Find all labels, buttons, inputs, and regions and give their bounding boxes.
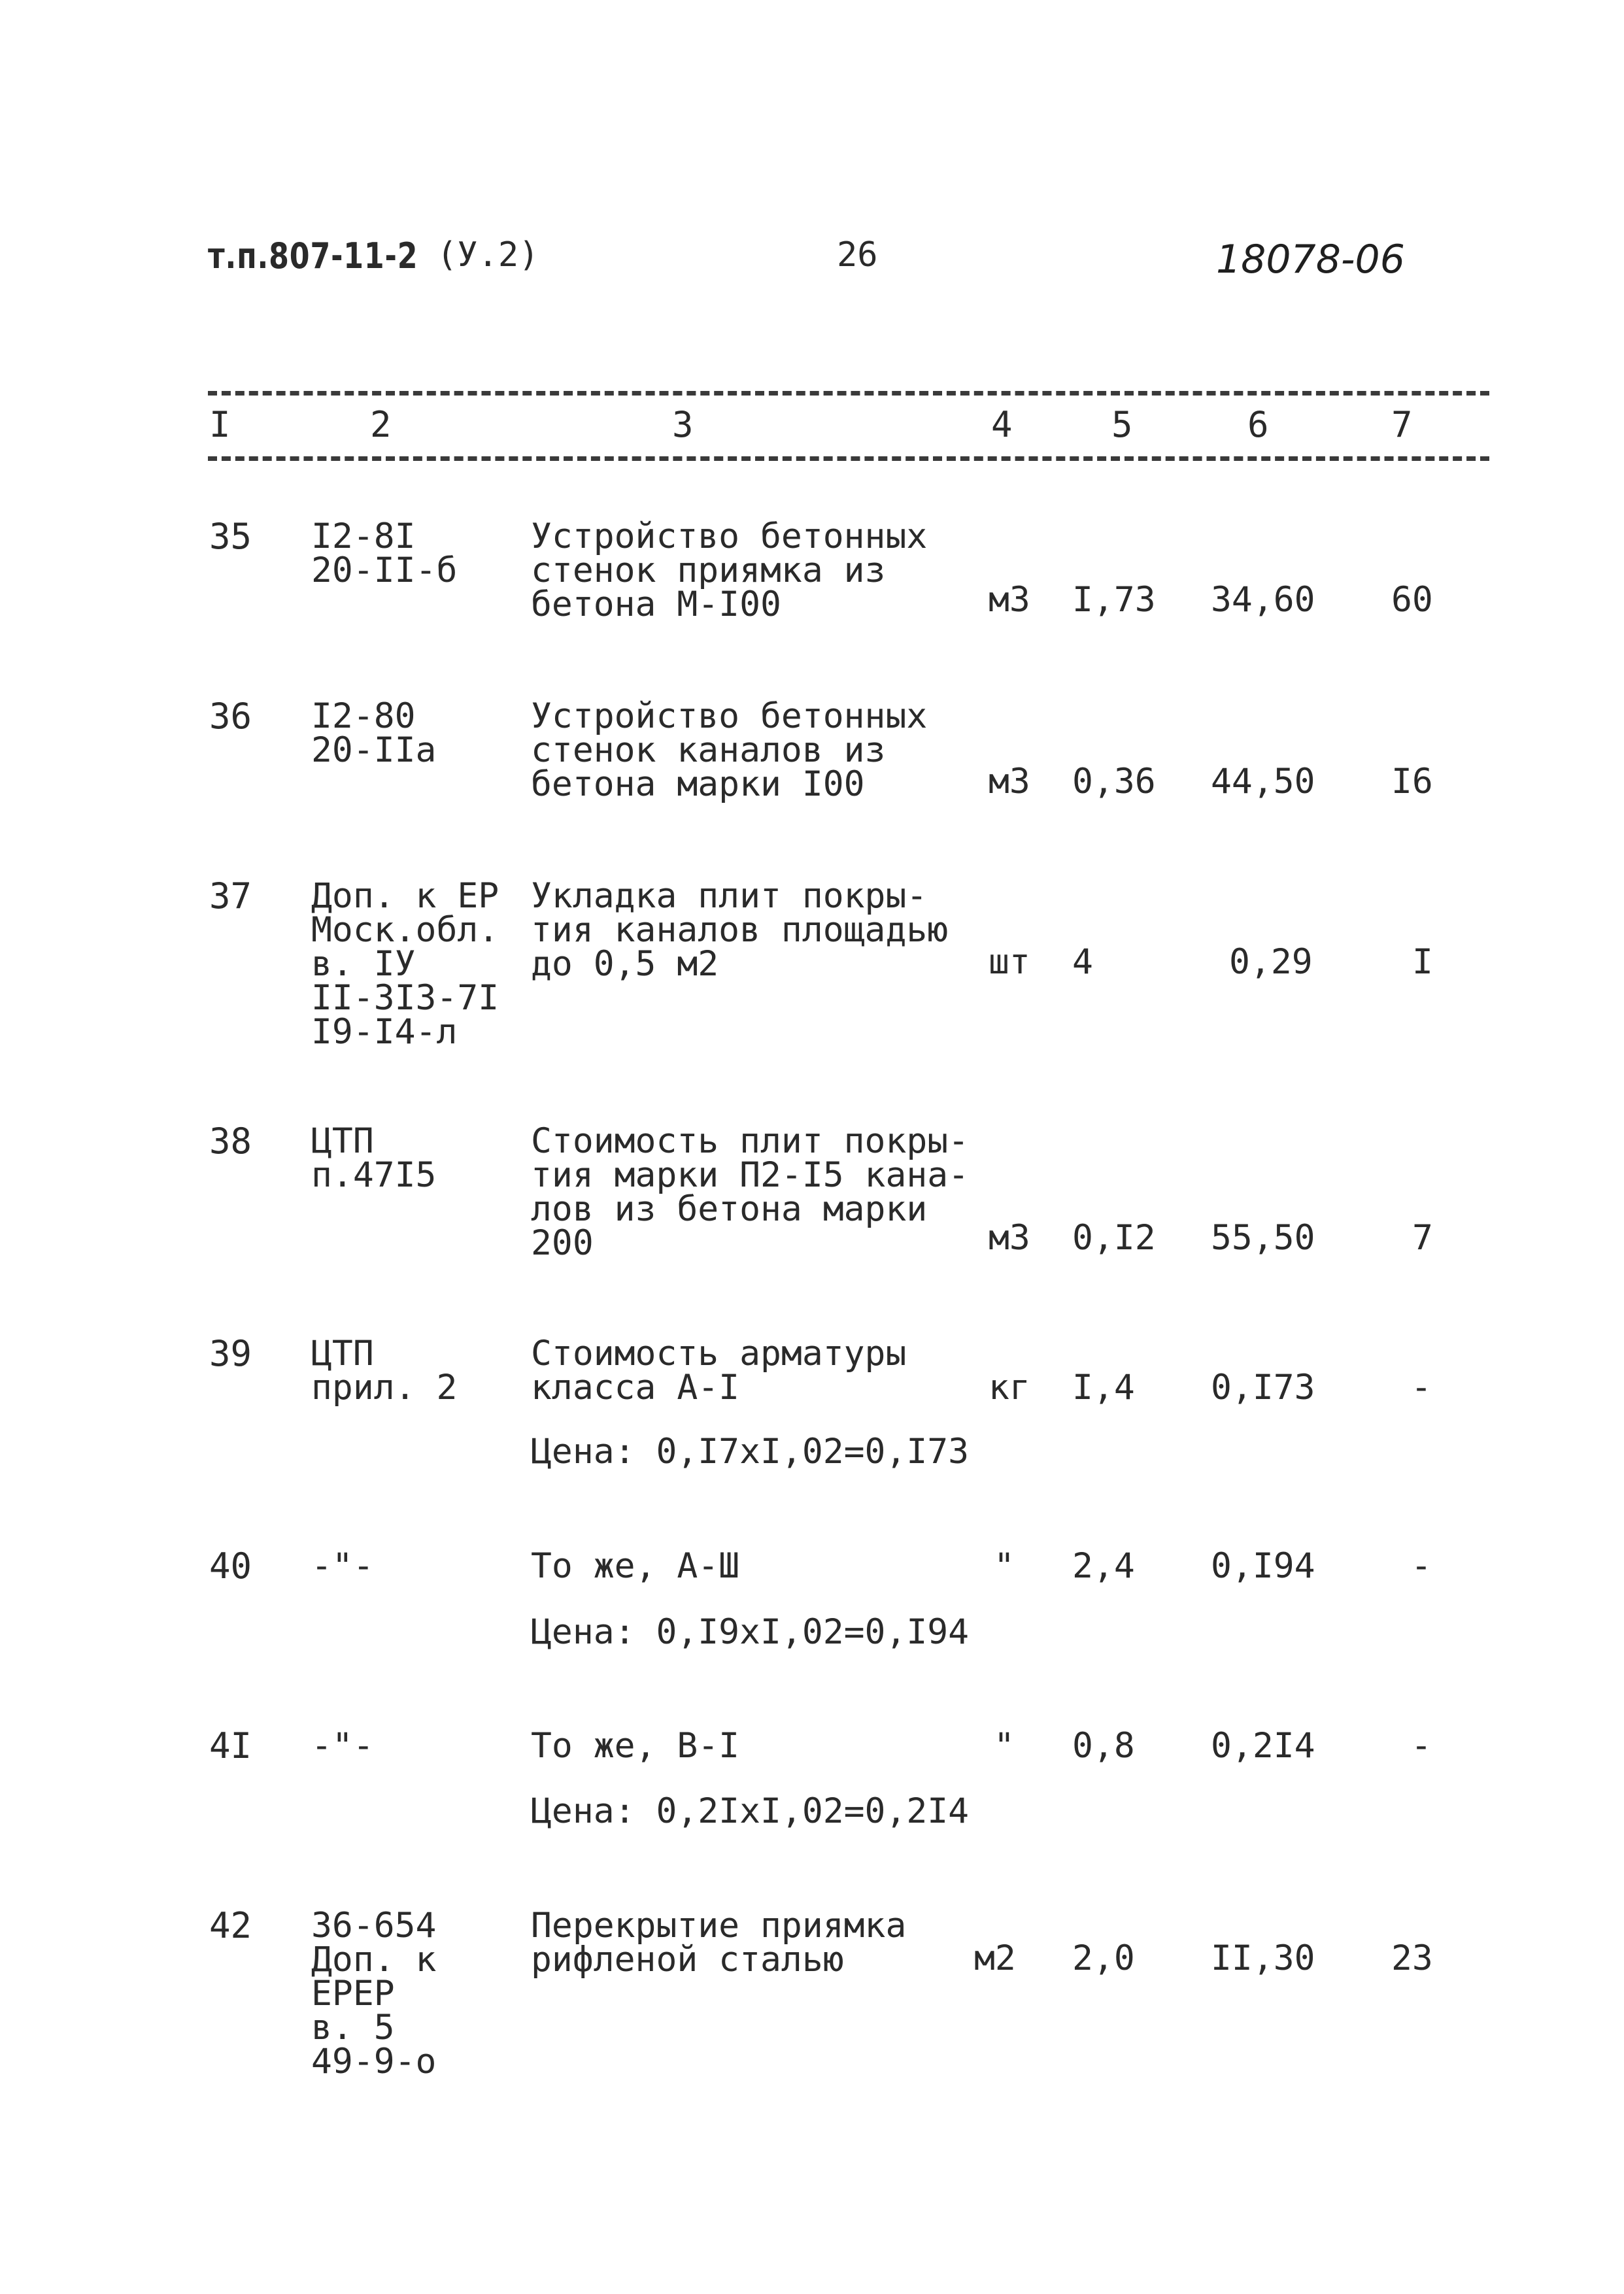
price-note: Цена: 0,2IхI,02=0,2I4: [531, 1791, 970, 1831]
total-cost: -: [1411, 1546, 1432, 1586]
work-description: Перекрытие приямка рифленой сталью: [531, 1906, 907, 1980]
row-number: 40: [209, 1545, 252, 1587]
unit: м2: [974, 1938, 1016, 1978]
unit-price: 34,60: [1211, 580, 1315, 620]
row-number: 39: [209, 1333, 252, 1374]
unit: кг: [989, 1368, 1030, 1408]
column-header-4: 4: [991, 404, 1013, 445]
column-header-3: 3: [672, 404, 694, 445]
doc-number: 18078-06: [1216, 237, 1405, 282]
quantity: 0,36: [1072, 762, 1156, 801]
unit: м3: [989, 580, 1030, 620]
norm-code: -"-: [311, 1546, 374, 1586]
table-header-rule: [208, 456, 1489, 461]
unit-price: 0,I94: [1211, 1546, 1315, 1586]
unit-price: II,30: [1211, 1938, 1315, 1978]
quantity: 2,4: [1072, 1546, 1135, 1586]
column-header-2: 2: [370, 404, 392, 445]
column-header-7: 7: [1391, 404, 1413, 445]
unit: ": [994, 1546, 1015, 1586]
unit: м3: [989, 762, 1030, 801]
unit-price: 0,2I4: [1211, 1726, 1315, 1766]
quantity: 4: [1072, 942, 1093, 982]
norm-code: I2-80 20-IIа: [311, 696, 437, 770]
norm-code: -"-: [311, 1726, 374, 1766]
quantity: 2,0: [1072, 1938, 1135, 1978]
norm-code: ЦТП п.47I5: [311, 1121, 437, 1195]
unit-price: 0,I73: [1211, 1368, 1315, 1408]
total-cost: I6: [1391, 762, 1433, 801]
quantity: I,4: [1072, 1368, 1135, 1408]
page-number: 26: [837, 235, 878, 275]
unit-price: 55,50: [1211, 1218, 1315, 1258]
work-description: То же, В-I: [531, 1726, 740, 1766]
total-cost: 60: [1391, 580, 1433, 620]
work-description: Стоимость арматуры класса А-I: [531, 1334, 907, 1408]
row-number: 4I: [209, 1725, 252, 1766]
unit: шт: [989, 942, 1030, 982]
doc-code: т.п.807-11-2: [208, 235, 418, 277]
unit-price: 44,50: [1211, 762, 1315, 801]
row-number: 35: [209, 516, 252, 557]
norm-code: ЦТП прил. 2: [311, 1334, 458, 1408]
unit: ": [994, 1726, 1015, 1766]
total-cost: 23: [1391, 1938, 1433, 1978]
norm-code: I2-8I 20-II-б: [311, 516, 458, 590]
total-cost: -: [1411, 1368, 1432, 1408]
work-description: Устройство бетонных стенок приямка из бетона М-I00: [531, 516, 928, 624]
norm-code: 36-654 Доп. к ЕРЕР в. 5 49-9-о: [311, 1906, 437, 2082]
page-header: [0, 235, 1624, 301]
column-header-1: I: [209, 404, 231, 445]
total-cost: 7: [1412, 1218, 1433, 1258]
row-number: 36: [209, 696, 252, 737]
price-note: Цена: 0,I9хI,02=0,I94: [531, 1612, 970, 1652]
unit-price: 0,29: [1229, 942, 1313, 982]
doc-version: (У.2): [437, 235, 539, 275]
total-cost: I: [1412, 942, 1433, 982]
work-description: Стоимость плит покры- тия марки П2-I5 кана- лов из бетона марки 200: [531, 1121, 970, 1263]
price-note: Цена: 0,I7хI,02=0,I73: [531, 1432, 970, 1472]
total-cost: -: [1411, 1726, 1432, 1766]
quantity: I,73: [1072, 580, 1156, 620]
row-number: 38: [209, 1121, 252, 1162]
work-description: То же, А-Ш: [531, 1546, 740, 1586]
work-description: Укладка плит покры- тия каналов площадью до 0,5 м2: [531, 876, 949, 984]
row-number: 37: [209, 875, 252, 917]
norm-code: Доп. к ЕР Моск.обл. в. IУ II-3I3-7I I9-I4-л: [311, 876, 499, 1052]
unit: м3: [989, 1218, 1030, 1258]
row-number: 42: [209, 1905, 252, 1946]
column-header-5: 5: [1111, 404, 1133, 445]
work-description: Устройство бетонных стенок каналов из бетона марки I00: [531, 696, 928, 804]
table-top-rule: [208, 391, 1489, 396]
quantity: 0,8: [1072, 1726, 1135, 1766]
column-header-6: 6: [1247, 404, 1269, 445]
quantity: 0,I2: [1072, 1218, 1156, 1258]
